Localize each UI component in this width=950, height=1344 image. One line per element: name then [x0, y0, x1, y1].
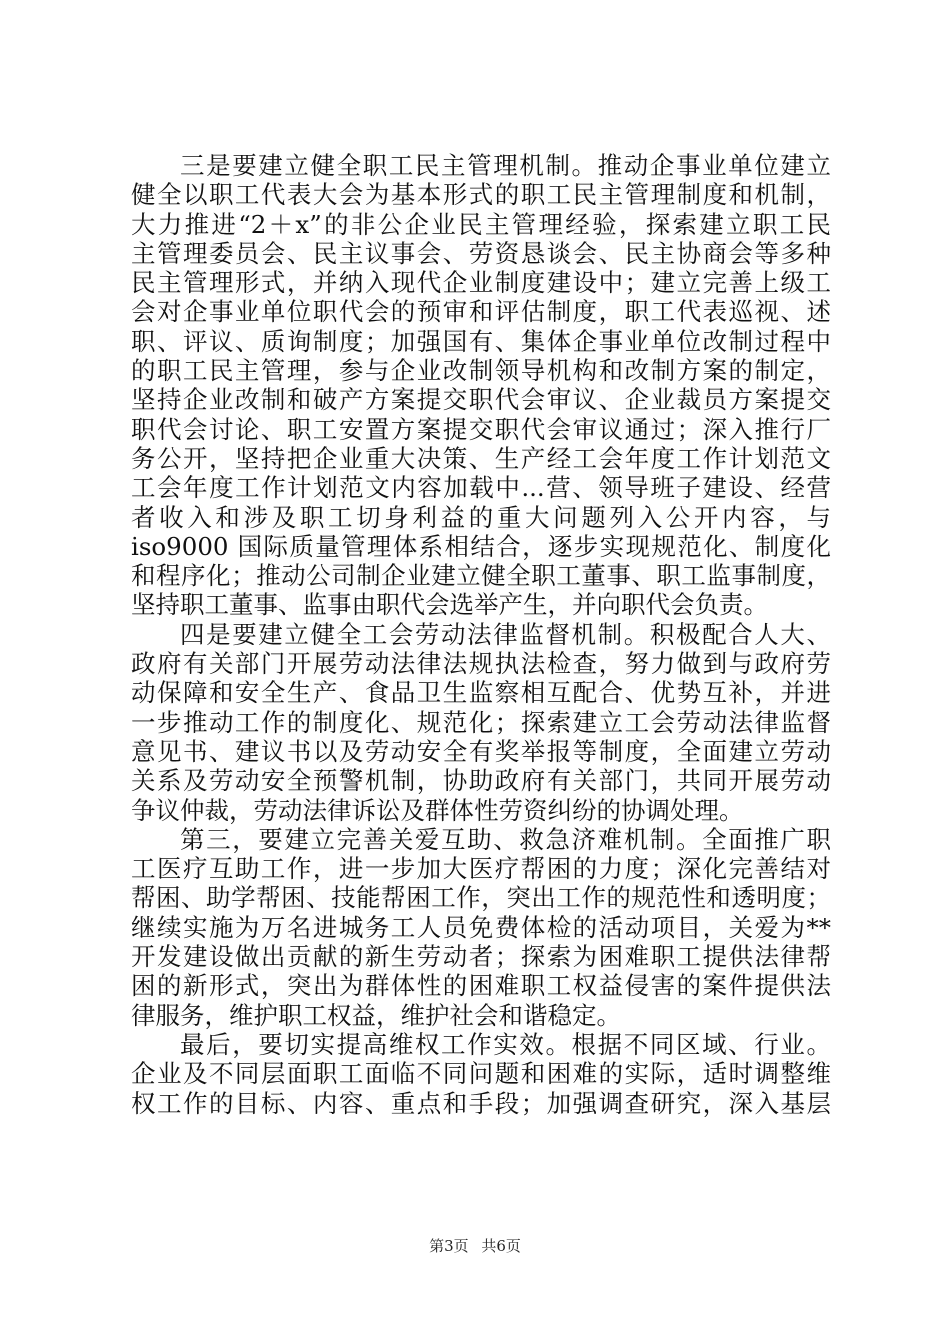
text-line: 民主管理形式，并纳入现代企业制度建设中；建立完善上级工 [131, 268, 831, 298]
text-line: 和程序化；推动公司制企业建立健全职工董事、职工监事制度， [131, 561, 831, 591]
paragraph-labor-law-supervision [131, 620, 831, 825]
text-line: 坚持职工董事、监事由职代会选举产生，并向职代会负责。 [131, 590, 768, 620]
text-line: 意见书、建议书以及劳动安全有奖举报等制度，全面建立劳动 [131, 736, 831, 766]
text-line: 最后，要切实提高维权工作实效。根据不同区域、行业。 [180, 1029, 831, 1059]
document-body [131, 151, 831, 1118]
page-total: 共6页 [481, 1237, 521, 1255]
text-line: 一步推动工作的制度化、规范化；探索建立工会劳动法律监督 [131, 707, 831, 737]
text-line: 工医疗互助工作，进一步加大医疗帮困的力度；深化完善结对 [131, 854, 831, 884]
paragraph-effectiveness [131, 1030, 831, 1118]
text-line: 者收入和涉及职工切身利益的重大问题列入公开内容，与 [131, 502, 831, 532]
text-line: 企业及不同层面职工面临不同问题和困难的实际，适时调整维 [131, 1059, 831, 1089]
text-line: 职代会讨论、职工安置方案提交职代会审议通过；深入推行厂 [131, 414, 831, 444]
text-line: 政府有关部门开展劳动法律法规执法检查，努力做到与政府劳 [131, 649, 831, 679]
text-line: 开发建设做出贡献的新生劳动者；探索为困难职工提供法律帮 [131, 942, 831, 972]
text-line: 会对企事业单位职代会的预审和评估制度，职工代表巡视、述 [131, 297, 831, 327]
text-line: 帮困、助学帮困、技能帮困工作，突出工作的规范性和透明度； [131, 883, 831, 913]
text-line: 务公开，坚持把企业重大决策、生产经工会年度工作计划范文 [131, 443, 831, 473]
page-footer [0, 1236, 950, 1256]
text-line: 争议仲裁，劳动法律诉讼及群体性劳资纠纷的协调处理。 [131, 795, 744, 825]
text-line: 律服务，维护职工权益，维护社会和谐稳定。 [131, 1000, 621, 1030]
text-line: 工会年度工作计划范文内容加载中...营、领导班子建设、经营 [131, 473, 831, 503]
text-line: 的职工民主管理，参与企业改制领导机构和改制方案的制定， [131, 356, 831, 386]
text-line: 第三，要建立完善关爱互助、救急济难机制。全面推广职 [180, 824, 831, 854]
paragraph-mutual-aid [131, 825, 831, 1030]
text-line: 困的新形式，突出为群体性的困难职工权益侵害的案件提供法 [131, 971, 831, 1001]
text-line: 主管理委员会、民主议事会、劳资恳谈会、民主协商会等多种 [131, 238, 831, 268]
page-number: 第3页 [429, 1237, 469, 1255]
text-line: 健全以职工代表大会为基本形式的职工民主管理制度和机制， [131, 180, 831, 210]
text-line: 关系及劳动安全预警机制，协助政府有关部门，共同开展劳动 [131, 766, 831, 796]
text-line: 动保障和安全生产、食品卫生监察相互配合、优势互补，并进 [131, 678, 831, 708]
paragraph-democratic-management [131, 151, 831, 620]
text-line: 三是要建立健全职工民主管理机制。推动企事业单位建立 [180, 151, 831, 180]
text-line: 坚持企业改制和破产方案提交职代会审议、企业裁员方案提交 [131, 385, 831, 415]
text-line: 职、评议、质询制度；加强国有、集体企事业单位改制过程中 [131, 326, 831, 356]
text-line: iso9000 国际质量管理体系相结合，逐步实现规范化、制度化 [131, 531, 831, 561]
text-line: 大力推进“2＋x”的非公企业民主管理经验，探索建立职工民 [131, 209, 831, 239]
text-line: 权工作的目标、内容、重点和手段；加强调查研究，深入基层 [131, 1088, 831, 1118]
text-line: 四是要建立健全工会劳动法律监督机制。积极配合人大、 [180, 619, 831, 649]
text-line: 继续实施为万名进城务工人员免费体检的活动项目，关爱为** [131, 912, 831, 942]
